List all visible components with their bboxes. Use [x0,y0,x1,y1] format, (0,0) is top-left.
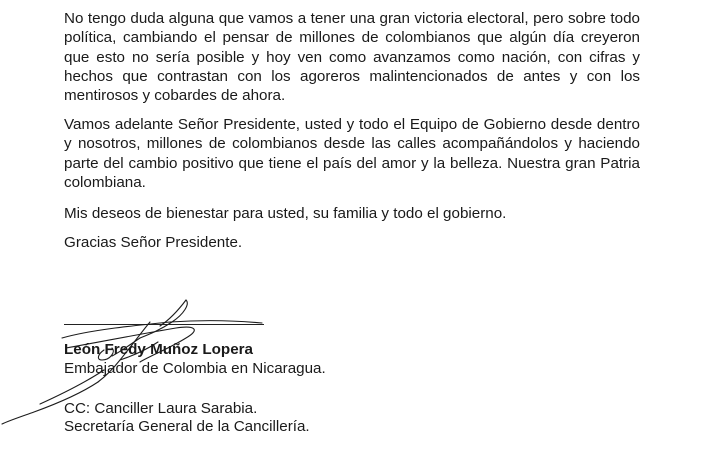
paragraph-adelante: Vamos adelante Señor Presidente, usted y todo el Equipo de Gobierno desde dentro y nosotros, millones de colombianos desde las calles acompañándolos y haciendo parte del cambio positivo que tiene el país del amor y la belleza. Nuestra gran Patria colombiana. [64,116,640,191]
paragraph-victoria: No tengo duda alguna que vamos a tener una gran victoria electoral, pero sobre todo política, cambiando el pensar de millones de colombianos que algún día creyeron que esto no sería posible y hoy ven como avanzamos como nación, con cifras y hechos que contrastan con los agoreros malintencionados de antes y con los mentirosos y cobardes de ahora. [64,10,640,105]
cc-recipient: Secretaría General de la Cancillería. [64,418,310,435]
signer-name: León Fredy Muñoz Lopera [64,341,254,358]
signer-title: Embajador de Colombia en Nicaragua. [64,360,326,377]
paragraph-gracias: Gracias Señor Presidente. [64,234,243,251]
paragraph-deseos: Mis deseos de bienestar para usted, su familia y todo el gobierno. [64,205,507,222]
cc-recipient: CC: Canciller Laura Sarabia. [64,400,258,417]
